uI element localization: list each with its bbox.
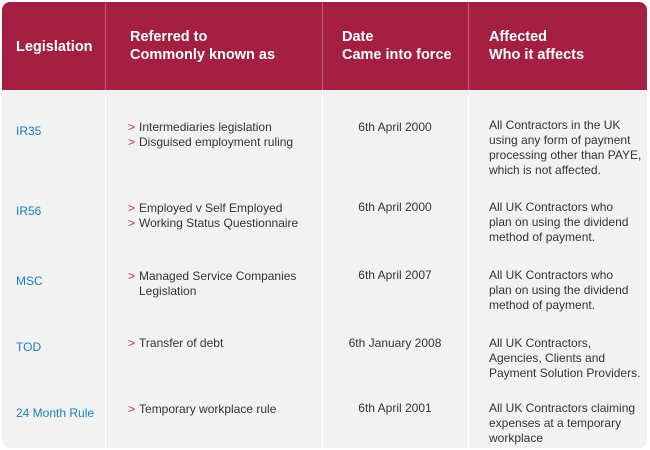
header-divider: [468, 2, 469, 90]
affects-cell: All UK Contractors who plan on using the dividend method of payment.: [489, 200, 629, 244]
affects-cell: All UK Contractors who plan on using the dividend method of payment.: [489, 268, 629, 312]
date-cell: 6th April 2000: [358, 200, 432, 214]
header-referred-line2: Commonly known as: [130, 47, 276, 63]
header-legislation: [16, 38, 93, 56]
bullet-arrow-icon: >: [128, 216, 136, 230]
list-item: > Managed Service Companies: [128, 269, 297, 283]
column-divider: [105, 90, 106, 448]
list-item: > Transfer of debt: [128, 336, 224, 350]
header-affected-line2: Who it affects: [489, 47, 585, 63]
header-affected: [489, 28, 584, 64]
list-item: > Working Status Questionnaire: [128, 216, 299, 230]
date-cell: 6th April 2007: [358, 268, 432, 282]
date-cell: 6th April 2000: [358, 120, 432, 134]
legislation-link-tod[interactable]: TOD: [16, 340, 42, 354]
legislation-table: [2, 2, 647, 448]
referred-cell: [128, 201, 298, 231]
legislation-link-24-month-rule[interactable]: 24 Month Rule: [16, 406, 95, 420]
header-date-line1: Date: [342, 29, 374, 45]
bullet-arrow-icon: >: [128, 269, 136, 283]
column-divider: [468, 90, 469, 448]
header-divider: [105, 2, 106, 90]
list-item: > Disguised employment ruling: [128, 135, 294, 149]
bullet-arrow-icon: >: [128, 336, 136, 350]
list-item-continuation: Legislation: [139, 284, 197, 298]
header-referred-line1: Referred to: [130, 29, 208, 45]
date-cell: 6th January 2008: [348, 336, 442, 350]
header-date-line2: Came into force: [342, 47, 452, 63]
referred-cell: [128, 120, 293, 150]
table-header: [2, 2, 647, 90]
header-divider: [322, 2, 323, 90]
header-referred: [130, 28, 275, 64]
bullet-arrow-icon: >: [128, 120, 136, 134]
column-divider: [322, 90, 323, 448]
referred-cell: [128, 336, 223, 351]
list-item: > Intermediaries legislation: [128, 120, 272, 134]
bullet-arrow-icon: >: [128, 201, 136, 215]
referred-cell: [128, 402, 276, 417]
list-item: > Employed v Self Employed: [128, 201, 283, 215]
header-date: [342, 28, 452, 64]
bullet-arrow-icon: >: [128, 135, 136, 149]
header-legislation-label: Legislation: [16, 39, 93, 55]
bullet-arrow-icon: >: [128, 402, 136, 416]
affects-cell: All Contractors in the UK using any form of payment processing other than PAYE, which is not affected.: [489, 118, 642, 177]
header-affected-line1: Affected: [489, 29, 548, 45]
date-cell: 6th April 2001: [358, 401, 432, 415]
list-item: > Temporary workplace rule: [128, 402, 277, 416]
legislation-link-ir35[interactable]: IR35: [16, 124, 42, 138]
affects-cell: All UK Contractors claiming expenses at a temporary workplace: [489, 401, 636, 445]
affects-cell: All UK Contractors, Agencies, Clients and Payment Solution Providers.: [489, 336, 641, 380]
legislation-link-msc[interactable]: MSC: [16, 274, 43, 288]
legislation-link-ir56[interactable]: IR56: [16, 204, 42, 218]
referred-cell: [128, 269, 296, 299]
